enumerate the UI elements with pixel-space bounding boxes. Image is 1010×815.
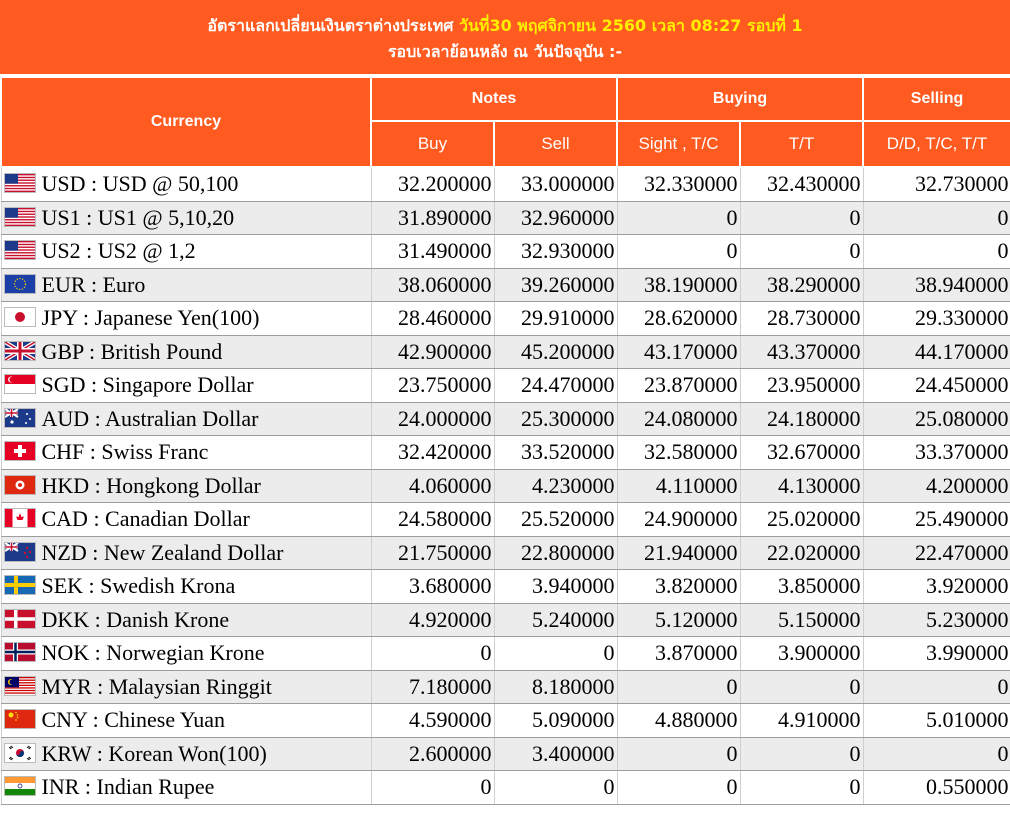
flag-in-icon bbox=[4, 776, 36, 796]
banner-date: วันที่30 พฤศจิกายน 2560 เวลา 08:27 รอบที่ 1 bbox=[458, 16, 803, 35]
flag-sg-icon bbox=[4, 374, 36, 394]
buying-tt-cell: 43.370000 bbox=[740, 335, 863, 369]
rate-row bbox=[1, 167, 1010, 201]
notes-sell-cell: 45.200000 bbox=[494, 335, 617, 369]
notes-buy-cell: 3.680000 bbox=[371, 570, 494, 604]
notes-buy-cell: 21.750000 bbox=[371, 536, 494, 570]
buying-tt-cell: 0 bbox=[740, 201, 863, 235]
buying-tt-cell: 24.180000 bbox=[740, 402, 863, 436]
banner-line-1 bbox=[0, 13, 1010, 39]
header-currency: Currency bbox=[1, 77, 371, 167]
currency-cell bbox=[1, 268, 371, 302]
rate-row bbox=[1, 369, 1010, 403]
rate-row bbox=[1, 436, 1010, 470]
rate-row bbox=[1, 570, 1010, 604]
rate-rows bbox=[1, 167, 1010, 804]
rate-row bbox=[1, 235, 1010, 269]
notes-buy-cell: 38.060000 bbox=[371, 268, 494, 302]
selling-cell: 29.330000 bbox=[863, 302, 1010, 336]
header-buying-tt: T/T bbox=[740, 121, 863, 167]
currency-label: CNY : Chinese Yuan bbox=[41, 707, 226, 733]
buying-sight-cell: 4.110000 bbox=[617, 469, 740, 503]
flag-dk-icon bbox=[4, 609, 36, 629]
currency-cell bbox=[1, 570, 371, 604]
selling-cell: 0 bbox=[863, 670, 1010, 704]
currency-cell bbox=[1, 201, 371, 235]
rate-row bbox=[1, 670, 1010, 704]
buying-sight-cell: 0 bbox=[617, 771, 740, 805]
selling-cell: 44.170000 bbox=[863, 335, 1010, 369]
header-buying: Buying bbox=[617, 77, 863, 121]
buying-sight-cell: 43.170000 bbox=[617, 335, 740, 369]
flag-ca-icon bbox=[4, 508, 36, 528]
buying-sight-cell: 38.190000 bbox=[617, 268, 740, 302]
buying-tt-cell: 3.850000 bbox=[740, 570, 863, 604]
currency-label: INR : Indian Rupee bbox=[41, 774, 215, 800]
buying-tt-cell: 23.950000 bbox=[740, 369, 863, 403]
currency-cell bbox=[1, 637, 371, 671]
currency-label: CAD : Canadian Dollar bbox=[41, 506, 250, 532]
header-selling-dd: D/D, T/C, T/T bbox=[863, 121, 1010, 167]
notes-buy-cell: 31.890000 bbox=[371, 201, 494, 235]
currency-cell bbox=[1, 369, 371, 403]
rate-row bbox=[1, 268, 1010, 302]
buying-tt-cell: 38.290000 bbox=[740, 268, 863, 302]
notes-sell-cell: 33.000000 bbox=[494, 167, 617, 201]
notes-sell-cell: 5.090000 bbox=[494, 704, 617, 738]
buying-sight-cell: 32.330000 bbox=[617, 167, 740, 201]
notes-sell-cell: 4.230000 bbox=[494, 469, 617, 503]
selling-cell: 22.470000 bbox=[863, 536, 1010, 570]
buying-sight-cell: 0 bbox=[617, 235, 740, 269]
buying-sight-cell: 0 bbox=[617, 201, 740, 235]
currency-cell bbox=[1, 302, 371, 336]
rate-row bbox=[1, 771, 1010, 805]
selling-cell: 24.450000 bbox=[863, 369, 1010, 403]
buying-tt-cell: 4.130000 bbox=[740, 469, 863, 503]
header-notes-sell: Sell bbox=[494, 121, 617, 167]
notes-sell-cell: 8.180000 bbox=[494, 670, 617, 704]
currency-label: JPY : Japanese Yen(100) bbox=[41, 305, 260, 331]
buying-tt-cell: 22.020000 bbox=[740, 536, 863, 570]
rate-row bbox=[1, 603, 1010, 637]
rate-row bbox=[1, 335, 1010, 369]
notes-sell-cell: 33.520000 bbox=[494, 436, 617, 470]
notes-sell-cell: 25.300000 bbox=[494, 402, 617, 436]
buying-sight-cell: 4.880000 bbox=[617, 704, 740, 738]
currency-cell bbox=[1, 503, 371, 537]
buying-sight-cell: 5.120000 bbox=[617, 603, 740, 637]
currency-label: GBP : British Pound bbox=[41, 338, 223, 364]
buying-tt-cell: 25.020000 bbox=[740, 503, 863, 537]
notes-sell-cell: 25.520000 bbox=[494, 503, 617, 537]
notes-buy-cell: 4.060000 bbox=[371, 469, 494, 503]
currency-label: EUR : Euro bbox=[41, 271, 146, 297]
selling-cell: 33.370000 bbox=[863, 436, 1010, 470]
buying-tt-cell: 3.900000 bbox=[740, 637, 863, 671]
selling-cell: 25.490000 bbox=[863, 503, 1010, 537]
notes-buy-cell: 2.600000 bbox=[371, 737, 494, 771]
flag-my-icon bbox=[4, 676, 36, 696]
notes-buy-cell: 4.590000 bbox=[371, 704, 494, 738]
currency-cell bbox=[1, 704, 371, 738]
flag-no-icon bbox=[4, 642, 36, 662]
notes-sell-cell: 5.240000 bbox=[494, 603, 617, 637]
buying-tt-cell: 0 bbox=[740, 235, 863, 269]
notes-sell-cell: 22.800000 bbox=[494, 536, 617, 570]
notes-sell-cell: 0 bbox=[494, 637, 617, 671]
buying-tt-cell: 4.910000 bbox=[740, 704, 863, 738]
currency-label: NZD : New Zealand Dollar bbox=[41, 539, 284, 565]
currency-label: SGD : Singapore Dollar bbox=[41, 372, 254, 398]
selling-cell: 25.080000 bbox=[863, 402, 1010, 436]
selling-cell: 38.940000 bbox=[863, 268, 1010, 302]
currency-label: DKK : Danish Krone bbox=[41, 606, 230, 632]
buying-sight-cell: 0 bbox=[617, 737, 740, 771]
notes-sell-cell: 32.930000 bbox=[494, 235, 617, 269]
notes-buy-cell: 32.200000 bbox=[371, 167, 494, 201]
notes-buy-cell: 24.580000 bbox=[371, 503, 494, 537]
currency-label: SEK : Swedish Krona bbox=[41, 573, 236, 599]
buying-tt-cell: 5.150000 bbox=[740, 603, 863, 637]
banner-title: อัตราแลกเปลี่ยนเงินตราต่างประเทศ bbox=[207, 16, 459, 35]
selling-cell: 3.990000 bbox=[863, 637, 1010, 671]
selling-cell: 5.230000 bbox=[863, 603, 1010, 637]
flag-us-icon bbox=[4, 173, 36, 193]
notes-buy-cell: 42.900000 bbox=[371, 335, 494, 369]
buying-sight-cell: 3.820000 bbox=[617, 570, 740, 604]
currency-label: AUD : Australian Dollar bbox=[41, 405, 259, 431]
notes-sell-cell: 24.470000 bbox=[494, 369, 617, 403]
buying-tt-cell: 28.730000 bbox=[740, 302, 863, 336]
currency-cell bbox=[1, 167, 371, 201]
header-buying-sight: Sight , T/C bbox=[617, 121, 740, 167]
selling-cell: 32.730000 bbox=[863, 167, 1010, 201]
rate-row bbox=[1, 201, 1010, 235]
notes-sell-cell: 32.960000 bbox=[494, 201, 617, 235]
notes-buy-cell: 0 bbox=[371, 637, 494, 671]
buying-sight-cell: 28.620000 bbox=[617, 302, 740, 336]
notes-buy-cell: 24.000000 bbox=[371, 402, 494, 436]
flag-cn-icon bbox=[4, 709, 36, 729]
flag-jp-icon bbox=[4, 307, 36, 327]
currency-cell bbox=[1, 603, 371, 637]
currency-cell bbox=[1, 469, 371, 503]
rate-row bbox=[1, 302, 1010, 336]
flag-au-icon bbox=[4, 408, 36, 428]
currency-label: US2 : US2 @ 1,2 bbox=[41, 238, 196, 264]
notes-sell-cell: 0 bbox=[494, 771, 617, 805]
flag-us-icon bbox=[4, 240, 36, 260]
selling-cell: 0.550000 bbox=[863, 771, 1010, 805]
notes-buy-cell: 0 bbox=[371, 771, 494, 805]
rate-row bbox=[1, 402, 1010, 436]
rate-row bbox=[1, 503, 1010, 537]
buying-tt-cell: 32.670000 bbox=[740, 436, 863, 470]
selling-cell: 5.010000 bbox=[863, 704, 1010, 738]
buying-tt-cell: 0 bbox=[740, 670, 863, 704]
buying-sight-cell: 3.870000 bbox=[617, 637, 740, 671]
notes-sell-cell: 29.910000 bbox=[494, 302, 617, 336]
notes-buy-cell: 23.750000 bbox=[371, 369, 494, 403]
flag-us-icon bbox=[4, 207, 36, 227]
banner-line-2: รอบเวลาย้อนหลัง ณ วันปัจจุบัน :- bbox=[387, 42, 623, 61]
currency-label: USD : USD @ 50,100 bbox=[41, 171, 239, 197]
currency-label: KRW : Korean Won(100) bbox=[41, 740, 267, 766]
notes-sell-cell: 39.260000 bbox=[494, 268, 617, 302]
currency-label: NOK : Norwegian Krone bbox=[41, 640, 265, 666]
currency-cell bbox=[1, 670, 371, 704]
buying-sight-cell: 21.940000 bbox=[617, 536, 740, 570]
currency-cell bbox=[1, 402, 371, 436]
notes-buy-cell: 7.180000 bbox=[371, 670, 494, 704]
currency-label: US1 : US1 @ 5,10,20 bbox=[41, 204, 235, 230]
currency-cell bbox=[1, 536, 371, 570]
notes-buy-cell: 28.460000 bbox=[371, 302, 494, 336]
flag-hk-icon bbox=[4, 475, 36, 495]
selling-cell: 0 bbox=[863, 201, 1010, 235]
selling-cell: 4.200000 bbox=[863, 469, 1010, 503]
buying-sight-cell: 0 bbox=[617, 670, 740, 704]
header-notes-buy: Buy bbox=[371, 121, 494, 167]
flag-eu-icon bbox=[4, 274, 36, 294]
flag-se-icon bbox=[4, 575, 36, 595]
selling-cell: 0 bbox=[863, 737, 1010, 771]
rate-row bbox=[1, 637, 1010, 671]
rate-row bbox=[1, 469, 1010, 503]
buying-tt-cell: 32.430000 bbox=[740, 167, 863, 201]
header-selling: Selling bbox=[863, 77, 1010, 121]
buying-sight-cell: 24.080000 bbox=[617, 402, 740, 436]
currency-cell bbox=[1, 436, 371, 470]
buying-tt-cell: 0 bbox=[740, 771, 863, 805]
selling-cell: 3.920000 bbox=[863, 570, 1010, 604]
notes-buy-cell: 4.920000 bbox=[371, 603, 494, 637]
buying-sight-cell: 24.900000 bbox=[617, 503, 740, 537]
buying-sight-cell: 32.580000 bbox=[617, 436, 740, 470]
rate-row bbox=[1, 536, 1010, 570]
currency-label: MYR : Malaysian Ringgit bbox=[41, 673, 272, 699]
rate-row bbox=[1, 704, 1010, 738]
currency-label: CHF : Swiss Franc bbox=[41, 439, 209, 465]
header-notes: Notes bbox=[371, 77, 617, 121]
currency-cell bbox=[1, 737, 371, 771]
buying-tt-cell: 0 bbox=[740, 737, 863, 771]
notes-buy-cell: 31.490000 bbox=[371, 235, 494, 269]
selling-cell: 0 bbox=[863, 235, 1010, 269]
flag-gb-icon bbox=[4, 341, 36, 361]
exchange-rate-table bbox=[0, 76, 1010, 805]
currency-cell bbox=[1, 235, 371, 269]
flag-kr-icon bbox=[4, 743, 36, 763]
buying-sight-cell: 23.870000 bbox=[617, 369, 740, 403]
currency-cell bbox=[1, 335, 371, 369]
page-banner bbox=[0, 0, 1010, 76]
currency-cell bbox=[1, 771, 371, 805]
flag-ch-icon bbox=[4, 441, 36, 461]
currency-label: HKD : Hongkong Dollar bbox=[41, 472, 261, 498]
notes-buy-cell: 32.420000 bbox=[371, 436, 494, 470]
rate-row bbox=[1, 737, 1010, 771]
notes-sell-cell: 3.940000 bbox=[494, 570, 617, 604]
flag-nz-icon bbox=[4, 542, 36, 562]
notes-sell-cell: 3.400000 bbox=[494, 737, 617, 771]
